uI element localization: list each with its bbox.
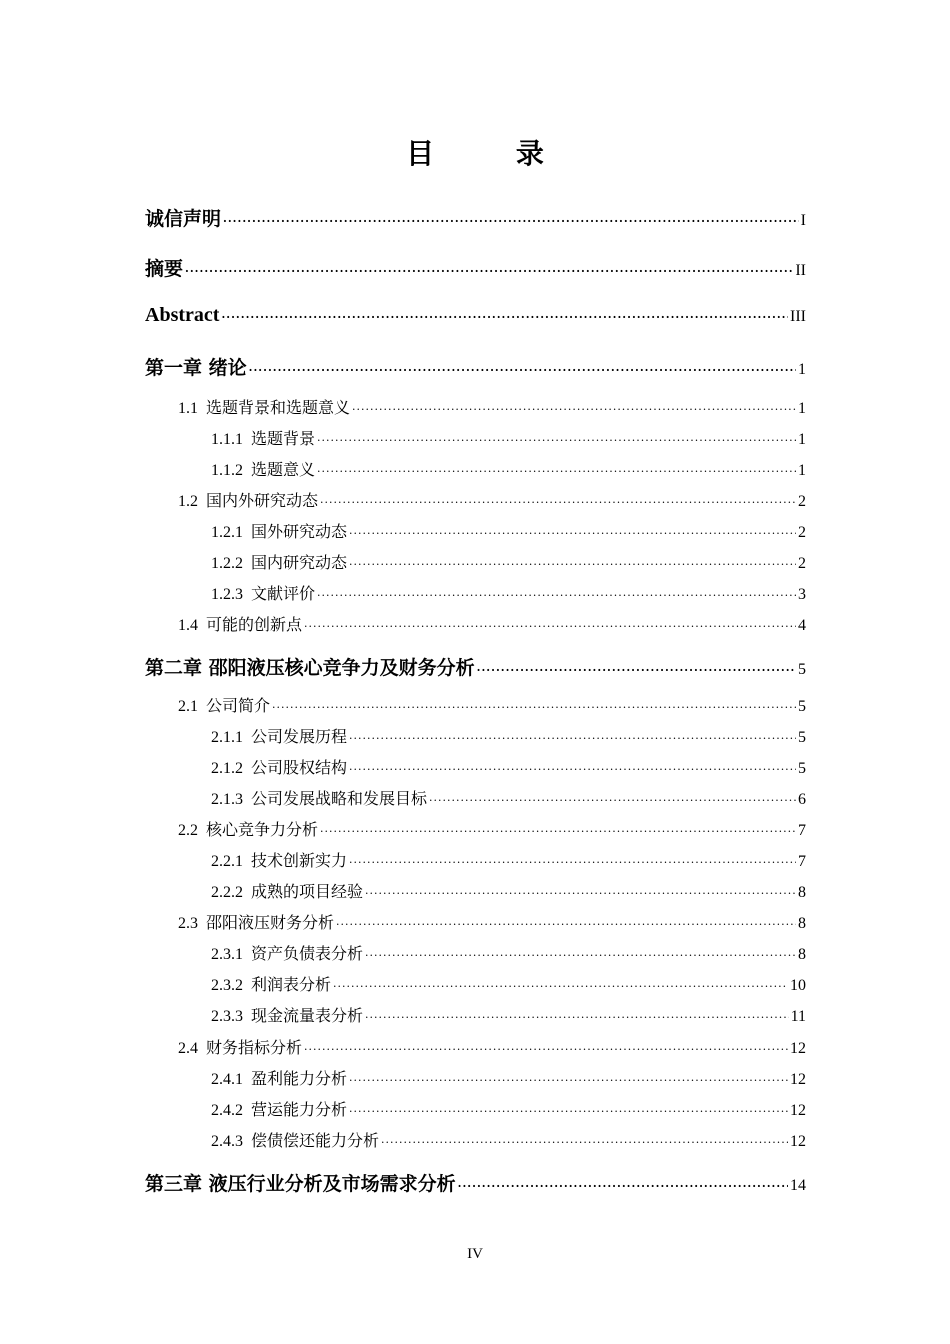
toc-entry-page: 12 [790, 1133, 806, 1150]
toc-entry-text: 偿债偿还能力分析 [251, 1131, 380, 1150]
toc-entry[interactable] [0, 724, 806, 747]
toc-entry-page: 11 [790, 1008, 806, 1025]
toc-entry-page: 5 [798, 698, 806, 715]
toc-entry-page: 12 [790, 1040, 806, 1057]
toc-entry[interactable] [0, 879, 806, 902]
toc-entry-text: 营运能力分析 [251, 1100, 348, 1119]
toc-entry-number: 2.1.2 [211, 760, 243, 777]
toc-entry-page: 1 [798, 462, 806, 479]
toc-entry-page: 12 [790, 1102, 806, 1119]
toc-entry-title [178, 612, 302, 635]
toc-entry-number: 2.3.2 [211, 977, 243, 994]
toc-entry-title [211, 972, 331, 995]
toc-entry-title [178, 395, 350, 418]
toc-leader-dots [458, 1180, 788, 1193]
toc-leader-dots [349, 732, 796, 745]
toc-leader-dots [320, 496, 796, 509]
toc-entry-number: 1.2.1 [211, 524, 243, 541]
toc-leader-dots [365, 887, 796, 900]
toc-entry-number: 2.4.1 [211, 1071, 243, 1088]
toc-entry-title [178, 693, 270, 716]
toc-entry-title [211, 755, 347, 778]
toc-entry-page: 1 [798, 361, 806, 378]
toc-entry-title [211, 1003, 363, 1026]
toc-entry-text: 第二章 邵阳液压核心竞争力及财务分析 [145, 657, 475, 679]
toc-entry-number: 2.4 [178, 1040, 198, 1057]
toc-entry-text: 摘要 [145, 258, 184, 280]
toc-entry-text: 技术创新实力 [251, 851, 348, 870]
toc-leader-dots [317, 465, 796, 478]
toc-entry[interactable] [0, 1128, 806, 1151]
toc-entry-title [211, 550, 347, 573]
toc-entry-page: 5 [798, 729, 806, 746]
toc-entry[interactable] [0, 653, 806, 680]
toc-leader-dots [317, 589, 796, 602]
toc-entry-text: 公司发展战略和发展目标 [251, 789, 428, 808]
toc-entry-number: 2.1 [178, 698, 198, 715]
toc-entry-page: 5 [798, 760, 806, 777]
toc-entry[interactable] [0, 1066, 806, 1089]
toc-leader-dots [349, 763, 796, 776]
toc-entry[interactable] [0, 581, 806, 604]
toc-entry-page: 8 [798, 915, 806, 932]
toc-entry-title [211, 1097, 347, 1120]
toc-entry-text: Abstract [145, 304, 220, 326]
toc-entry-title [211, 1128, 379, 1151]
toc-leader-dots [304, 1043, 788, 1056]
toc-entry-number: 2.2.1 [211, 853, 243, 870]
toc-leader-dots [352, 403, 796, 416]
toc-entry-text: 选题背景和选题意义 [206, 398, 351, 417]
toc-entry-title [145, 254, 183, 281]
toc-leader-dots [304, 620, 796, 633]
toc-entry-title [211, 786, 427, 809]
toc-entry-number: 1.2.2 [211, 555, 243, 572]
toc-entry-title [211, 879, 363, 902]
toc-entry-title [145, 304, 219, 327]
toc-leader-dots [349, 527, 796, 540]
toc-leader-dots [365, 1011, 789, 1024]
toc-entry[interactable] [0, 1169, 806, 1196]
toc-entry-page: 2 [798, 493, 806, 510]
toc-entry-page: 2 [798, 555, 806, 572]
toc-entry-text: 国外研究动态 [251, 522, 348, 541]
toc-entry-number: 1.2 [178, 493, 198, 510]
toc-entry[interactable] [0, 488, 806, 511]
toc-entry-text: 公司股权结构 [251, 758, 348, 777]
toc-entry-page: 10 [790, 977, 806, 994]
toc-entry[interactable] [0, 519, 806, 542]
toc-entry[interactable] [0, 457, 806, 480]
toc-entry-page: III [790, 308, 806, 325]
page-number: IV [467, 1246, 483, 1262]
toc-leader-dots [349, 856, 796, 869]
page-title: 目 录 [406, 137, 580, 170]
toc-entry-text: 可能的创新点 [206, 615, 303, 634]
toc-entry-title [211, 1066, 347, 1089]
toc-entry-title [211, 848, 347, 871]
toc-entry-page: 5 [798, 661, 806, 678]
toc-entry[interactable] [0, 848, 806, 871]
toc-entry-title [211, 941, 363, 964]
toc-entry-title [211, 581, 315, 604]
toc-entry-text: 第三章 液压行业分析及市场需求分析 [145, 1173, 456, 1195]
toc-leader-dots [320, 825, 796, 838]
toc-entry[interactable] [0, 1003, 806, 1026]
toc-entry-number: 1.1 [178, 400, 198, 417]
toc-entry-page: 12 [790, 1071, 806, 1088]
toc-entry-page: 7 [798, 822, 806, 839]
toc-entry-text: 成熟的项目经验 [251, 882, 364, 901]
toc-leader-dots [223, 215, 799, 228]
toc-entry-page: 3 [798, 586, 806, 603]
toc-entry-number: 2.3.3 [211, 1008, 243, 1025]
toc-entry-text: 公司简介 [206, 696, 271, 715]
toc-entry-text: 资产负债表分析 [251, 944, 364, 963]
toc-entry-title [211, 457, 315, 480]
toc-entry[interactable] [0, 304, 806, 327]
toc-entry-title [211, 724, 347, 747]
toc-entry-page: 6 [798, 791, 806, 808]
toc-entry-text: 第一章 绪论 [145, 357, 247, 379]
toc-entry-text: 财务指标分析 [206, 1038, 303, 1057]
toc-entry-title [145, 653, 475, 680]
toc-entry-page: 14 [790, 1177, 806, 1194]
toc-entry-number: 1.1.2 [211, 462, 243, 479]
toc-entry[interactable] [0, 1035, 806, 1058]
toc-entry-text: 邵阳液压财务分析 [206, 913, 335, 932]
toc-entry-number: 1.1.1 [211, 431, 243, 448]
toc-entry-number: 1.2.3 [211, 586, 243, 603]
toc-entry[interactable] [0, 755, 806, 778]
toc-entry-title [211, 426, 315, 449]
toc-entry-text: 盈利能力分析 [251, 1069, 348, 1088]
toc-leader-dots [272, 701, 796, 714]
toc-entry-number: 2.3.1 [211, 946, 243, 963]
toc-leader-dots [365, 949, 796, 962]
toc-entry[interactable] [0, 910, 806, 933]
toc-entry-title [178, 1035, 302, 1058]
toc-entry-page: 8 [798, 946, 806, 963]
toc-entry-text: 文献评价 [251, 584, 316, 603]
toc-entry-number: 2.4.3 [211, 1133, 243, 1150]
toc-entry-text: 选题意义 [251, 460, 316, 479]
toc-entry-page: 2 [798, 524, 806, 541]
toc-leader-dots [249, 364, 796, 377]
toc-entry[interactable] [0, 612, 806, 635]
toc-entry-title [145, 204, 221, 231]
toc-entry-number: 2.4.2 [211, 1102, 243, 1119]
toc-entry[interactable] [0, 395, 806, 418]
toc-entry-text: 诚信声明 [145, 208, 222, 230]
toc-entry[interactable] [0, 204, 806, 231]
toc-entry-text: 国内研究动态 [251, 553, 348, 572]
toc-entry-page: 7 [798, 853, 806, 870]
toc-leader-dots [221, 311, 788, 324]
toc-entry-page: I [800, 212, 806, 229]
toc-entry-text: 选题背景 [251, 429, 316, 448]
toc-entry-number: 2.1.1 [211, 729, 243, 746]
toc-entry-page: 8 [798, 884, 806, 901]
toc-entry[interactable] [0, 353, 806, 380]
toc-leader-dots [349, 1074, 788, 1087]
toc-entry-page: 4 [798, 617, 806, 634]
toc-leader-dots [333, 980, 788, 993]
toc-entry-text: 国内外研究动态 [206, 491, 319, 510]
toc-leader-dots [381, 1136, 788, 1149]
toc-entry[interactable] [0, 817, 806, 840]
toc-leader-dots [185, 265, 793, 278]
toc-entry-page: 1 [798, 400, 806, 417]
toc-entry-title [145, 353, 247, 380]
toc-entry-text: 公司发展历程 [251, 727, 348, 746]
toc-entry[interactable] [0, 1097, 806, 1120]
toc-leader-dots [317, 434, 796, 447]
toc-entry[interactable] [0, 972, 806, 995]
toc-entry[interactable] [0, 941, 806, 964]
toc-entry-number: 2.2 [178, 822, 198, 839]
toc-entry[interactable] [0, 254, 806, 281]
toc-entry-title [178, 488, 318, 511]
toc-entry-text: 利润表分析 [251, 975, 332, 994]
toc-entry-number: 2.2.2 [211, 884, 243, 901]
toc-entry[interactable] [0, 693, 806, 716]
toc-leader-dots [349, 558, 796, 571]
toc-leader-dots [336, 918, 796, 931]
toc-entry-page: II [795, 262, 806, 279]
toc-leader-dots [477, 664, 796, 677]
toc-entry[interactable] [0, 426, 806, 449]
toc-entry[interactable] [0, 786, 806, 809]
toc-entry-text: 核心竞争力分析 [206, 820, 319, 839]
toc-entry-title [178, 817, 318, 840]
toc-entry-number: 1.4 [178, 617, 198, 634]
toc-leader-dots [429, 794, 796, 807]
toc-entry-number: 2.1.3 [211, 791, 243, 808]
toc-entry-title [145, 1169, 456, 1196]
toc-entry[interactable] [0, 550, 806, 573]
toc-entry-title [178, 910, 334, 933]
toc-entry-title [211, 519, 347, 542]
toc-leader-dots [349, 1105, 788, 1118]
toc-entry-page: 1 [798, 431, 806, 448]
toc-entry-text: 现金流量表分析 [251, 1006, 364, 1025]
toc-entry-number: 2.3 [178, 915, 198, 932]
